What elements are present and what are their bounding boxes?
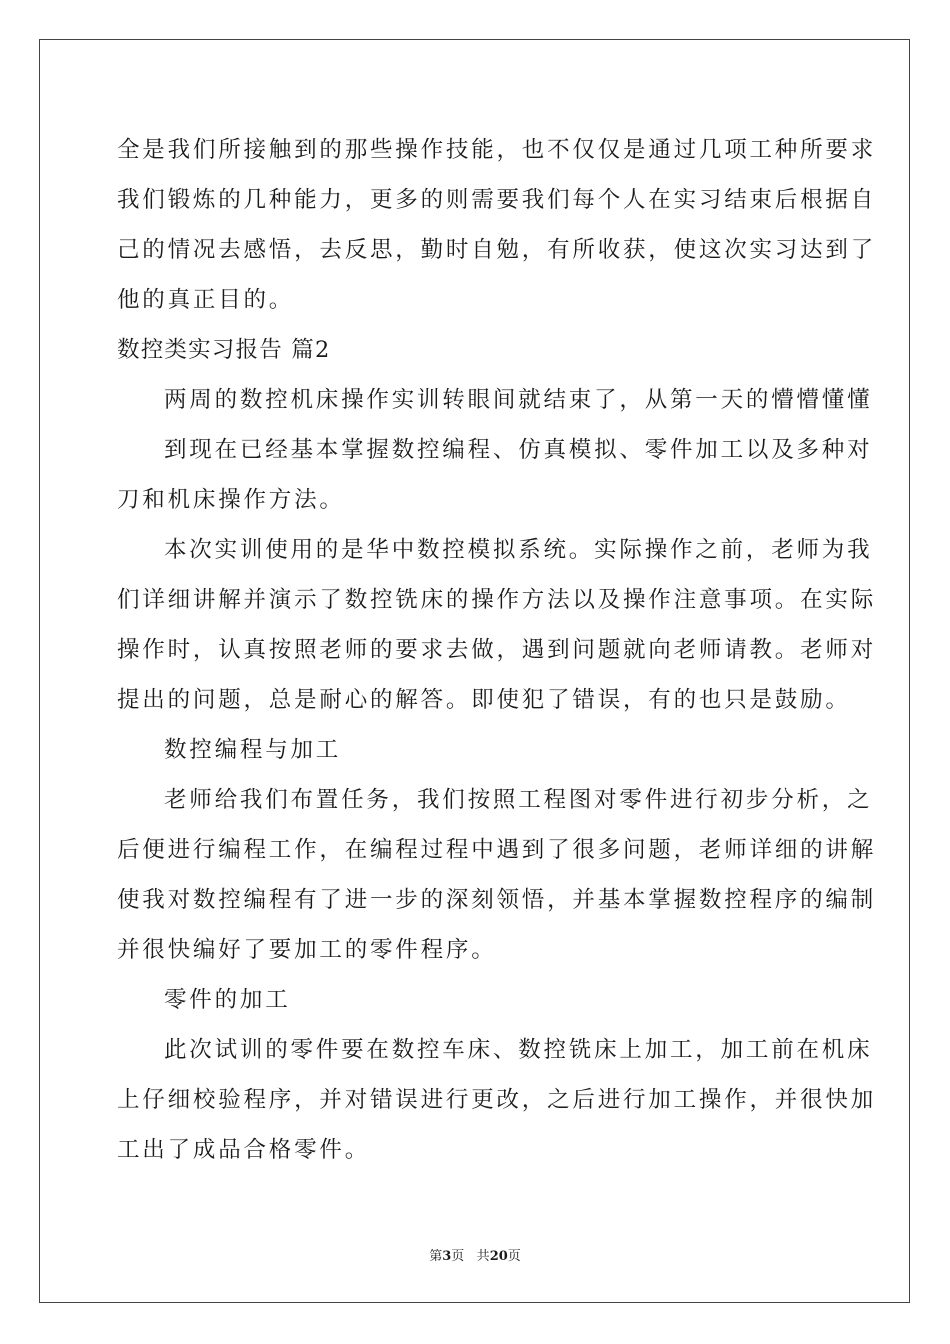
page-number: 3 xyxy=(442,1249,452,1264)
text-line: 并很快编好了要加工的零件程序。 xyxy=(117,937,497,963)
text-line: 操作时，认真按照老师的要求去做，遇到问题就向老师请教。老师对 xyxy=(117,637,877,663)
text-line: 工出了成品合格零件。 xyxy=(117,1137,371,1163)
text-line: 己的情况去感悟，去反思，勤时自勉，有所收获，使这次实习达到了 xyxy=(117,237,877,263)
text-line: 两周的数控机床操作实训转眼间就结束了，从第一天的懵懵懂懂 xyxy=(164,387,873,413)
subsection-heading: 零件的加工 xyxy=(164,987,291,1013)
total-pages: 20 xyxy=(489,1249,508,1264)
subsection-heading: 数控编程与加工 xyxy=(164,737,342,763)
text-line: 上仔细校验程序，并对错误进行更改，之后进行加工操作，并很快加 xyxy=(117,1087,877,1113)
text-line: 本次实训使用的是华中数控模拟系统。实际操作之前，老师为我 xyxy=(164,537,873,563)
text-line: 我们锻炼的几种能力，更多的则需要我们每个人在实习结束后根据自 xyxy=(117,187,877,213)
total-prefix: 共 xyxy=(476,1249,490,1264)
text-line: 们详细讲解并演示了数控铣床的操作方法以及操作注意事项。在实际 xyxy=(117,587,877,613)
page-unit: 页 xyxy=(451,1249,465,1264)
text-line: 老师给我们布置任务，我们按照工程图对零件进行初步分析，之 xyxy=(164,787,873,813)
text-line: 后便进行编程工作，在编程过程中遇到了很多问题，老师详细的讲解 xyxy=(117,837,877,863)
text-line: 全是我们所接触到的那些操作技能，也不仅仅是通过几项工种所要求 xyxy=(117,137,877,163)
text-line: 刀和机床操作方法。 xyxy=(117,487,345,513)
text-line: 他的真正目的。 xyxy=(117,287,295,313)
page-footer xyxy=(0,1249,950,1265)
page-prefix: 第 xyxy=(429,1249,443,1264)
text-line: 到现在已经基本掌握数控编程、仿真模拟、零件加工以及多种对 xyxy=(164,437,873,463)
text-line: 使我对数控编程有了进一步的深刻领悟，并基本掌握数控程序的编制 xyxy=(117,887,877,913)
section-heading: 数控类实习报告 篇2 xyxy=(117,337,331,363)
text-line: 提出的问题，总是耐心的解答。即使犯了错误，有的也只是鼓励。 xyxy=(117,687,851,713)
text-line: 此次试训的零件要在数控车床、数控铣床上加工，加工前在机床 xyxy=(164,1037,873,1063)
total-unit: 页 xyxy=(507,1249,521,1264)
